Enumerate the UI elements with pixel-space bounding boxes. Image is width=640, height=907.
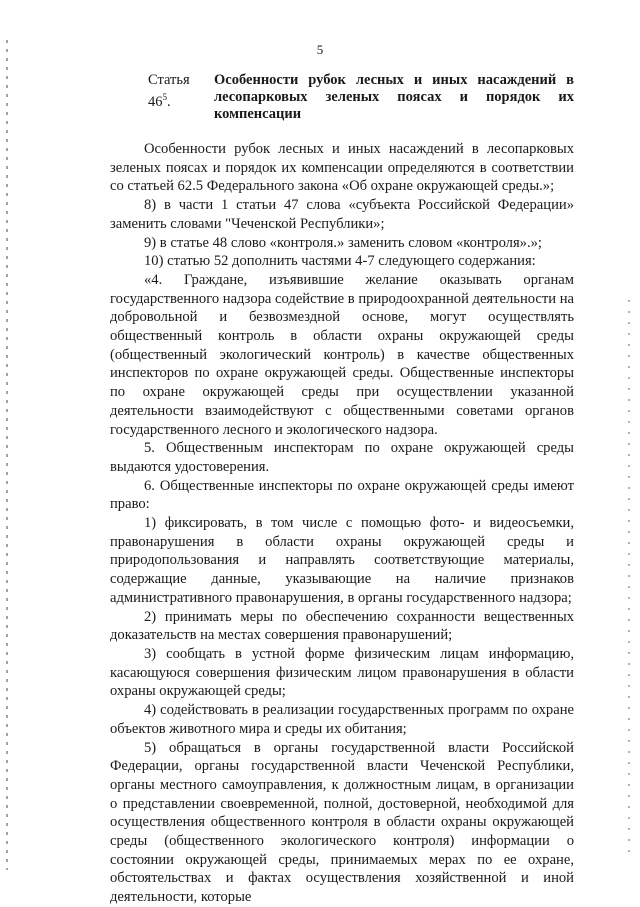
article-title: Особенности рубок лесных и иных насаждений в лесопарковых зеленых поясах и порядок их компенсации	[214, 72, 574, 122]
article-prefix: Статья 46	[148, 72, 190, 110]
document-body	[110, 140, 574, 907]
paragraph: Особенности рубок лесных и иных насаждений в лесопарковых зеленых поясах и порядок их компенсации определяются в соответствии со статьей 62.5 Федерального закона «Об охране окружающей среды.»;	[110, 141, 574, 195]
paragraph: 9) в статье 48 слово «контроля.» заменить словом «контроля».»;	[144, 234, 542, 251]
paragraph: 8) в части 1 статьи 47 слова «субъекта Российской Федерации» заменить словами "Чеченской Республики»;	[110, 197, 574, 232]
paragraph: 2) принимать меры по обеспечению сохранности вещественных доказательств на местах совершения правонарушений;	[110, 608, 574, 644]
paragraph: 4) содействовать в реализации государственных программ по охране объектов животного мира и среды их обитания;	[110, 702, 574, 737]
paragraph: 5) обращаться в органы государственной власти Российской Федерации, органы государственной власти Чеченской Республики, органы местного самоуправления, к должностным лицам, в организации о представлении своевременной, полной, достоверной, необходимой для осуществления общественного контроля в области охраны окружающей среды (общественного экологического контроля) информации о состоянии окружающей среды, принимаемых мерах по ее охране, обстоятельствах и фактах осуществления хозяйственной и иной деятельности, которые	[110, 739, 574, 906]
scan-edge-right	[628, 300, 630, 860]
article-heading	[148, 72, 574, 123]
page-number: 5	[316, 42, 324, 57]
paragraph: 3) сообщать в устной форме физическим лицам информацию, касающуюся совершения физическим лицом правонарушения в области охраны окружающей среды;	[110, 645, 574, 700]
article-number: Статья $46^5$.	[148, 72, 190, 110]
paragraph: 6. Общественные инспекторы по охране окружающей среды имеют право:	[110, 477, 574, 513]
article-superscript: 5	[162, 92, 167, 102]
paragraph: 10) статью 52 дополнить частями 4-7 следующего содержания:	[144, 253, 536, 270]
paragraph: 1) фиксировать, в том числе с помощью фото- и видеосъемки, правонарушения в области охраны окружающей среды и природопользования и направлять соответствующие материалы, содержащие данные, указывающие на наличие признаков административного правонарушения, в органы государственного надзора;	[110, 515, 574, 606]
scan-edge-left	[6, 40, 8, 870]
paragraph: «4. Граждане, изъявившие желание оказывать органам государственного надзора содействие в природоохранной деятельности на добровольной и безвозмездной основе, могут осуществлять общественный контроль в области охраны окружающей среды (общественный экологический контроль) в качестве общественных инспекторов по охране окружающей среды. Общественные инспекторы по охране окружающей среды при осуществлении указанной деятельности взаимодействуют с общественными советами органов государственного лесного и экологического надзора.	[110, 271, 575, 438]
paragraph: 5. Общественным инспекторам по охране окружающей среды выдаются удостоверения.	[110, 440, 574, 475]
